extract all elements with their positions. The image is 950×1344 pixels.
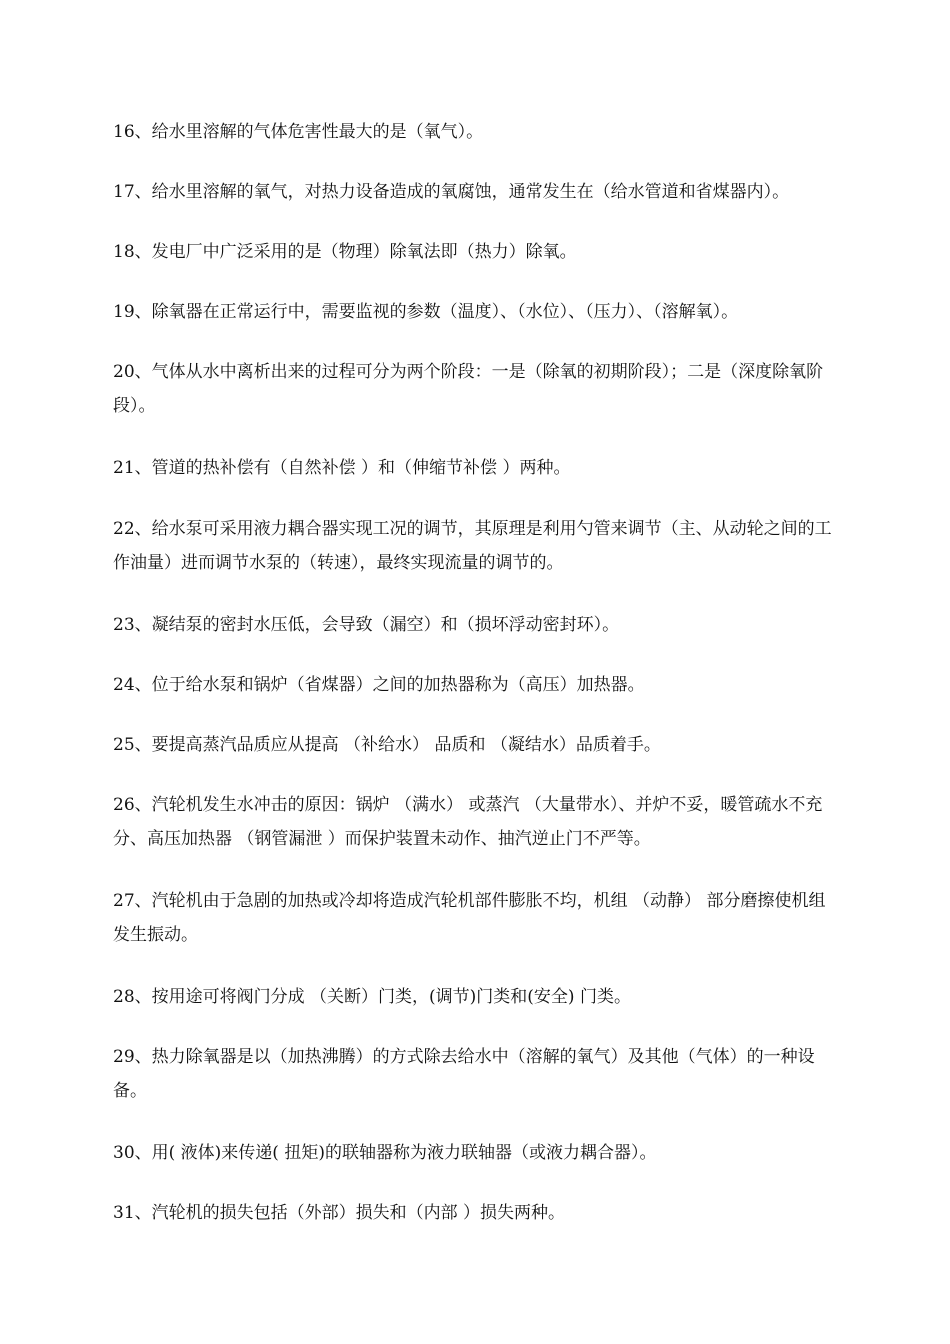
question-27: 27、汽轮机由于急剧的加热或冷却将造成汽轮机部件膨胀不均，机组 （动静） 部分磨擦使机组发生振动。	[113, 891, 826, 945]
question-19: 19、除氧器在正常运行中，需要监视的参数（温度）、（水位）、（压力）、（溶解氧）。	[113, 302, 739, 322]
question-28: 28、按用途可将阀门分成 （关断）门类，(调节)门类和(安全) 门类。	[113, 987, 631, 1007]
question-23: 23、凝结泵的密封水压低，会导致（漏空）和（损坏浮动密封环）。	[113, 615, 620, 635]
question-29: 29、热力除氧器是以（加热沸腾）的方式除去给水中（溶解的氧气）及其他（气体）的一种设备。	[113, 1047, 815, 1101]
question-30: 30、用( 液体)来传递( 扭矩)的联轴器称为液力联轴器（或液力耦合器）。	[113, 1143, 657, 1163]
question-24: 24、位于给水泵和锅炉（省煤器）之间的加热器称为（高压）加热器。	[113, 675, 645, 695]
question-22: 22、给水泵可采用液力耦合器实现工况的调节，其原理是利用勺管来调节（主、从动轮之间的工作油量）进而调节水泵的（转速），最终实现流量的调节的。	[113, 519, 832, 573]
question-26: 26、汽轮机发生水冲击的原因：锅炉 （满水） 或蒸汽 （大量带水）、并炉不妥，暖管疏水不充分、高压加热器 （钢管漏泄 ）而保护装置未动作、抽汽逆止门不严等。	[113, 795, 823, 849]
question-31: 31、汽轮机的损失包括（外部）损失和（内部 ）损失两种。	[113, 1203, 566, 1223]
question-25: 25、要提高蒸汽品质应从提高 （补给水） 品质和 （凝结水）品质着手。	[113, 735, 661, 755]
question-16: 16、给水里溶解的气体危害性最大的是（氧气）。	[113, 122, 484, 142]
question-20: 20、气体从水中离析出来的过程可分为两个阶段：一是（除氧的初期阶段）；二是（深度除氧阶段）。	[113, 362, 824, 416]
question-17: 17、给水里溶解的氧气，对热力设备造成的氧腐蚀，通常发生在（给水管道和省煤器内）。	[113, 182, 790, 202]
question-21: 21、管道的热补偿有（自然补偿 ）和（伸缩节补偿 ）两种。	[113, 458, 571, 478]
question-18: 18、发电厂中广泛采用的是（物理）除氧法即（热力）除氧。	[113, 242, 577, 262]
